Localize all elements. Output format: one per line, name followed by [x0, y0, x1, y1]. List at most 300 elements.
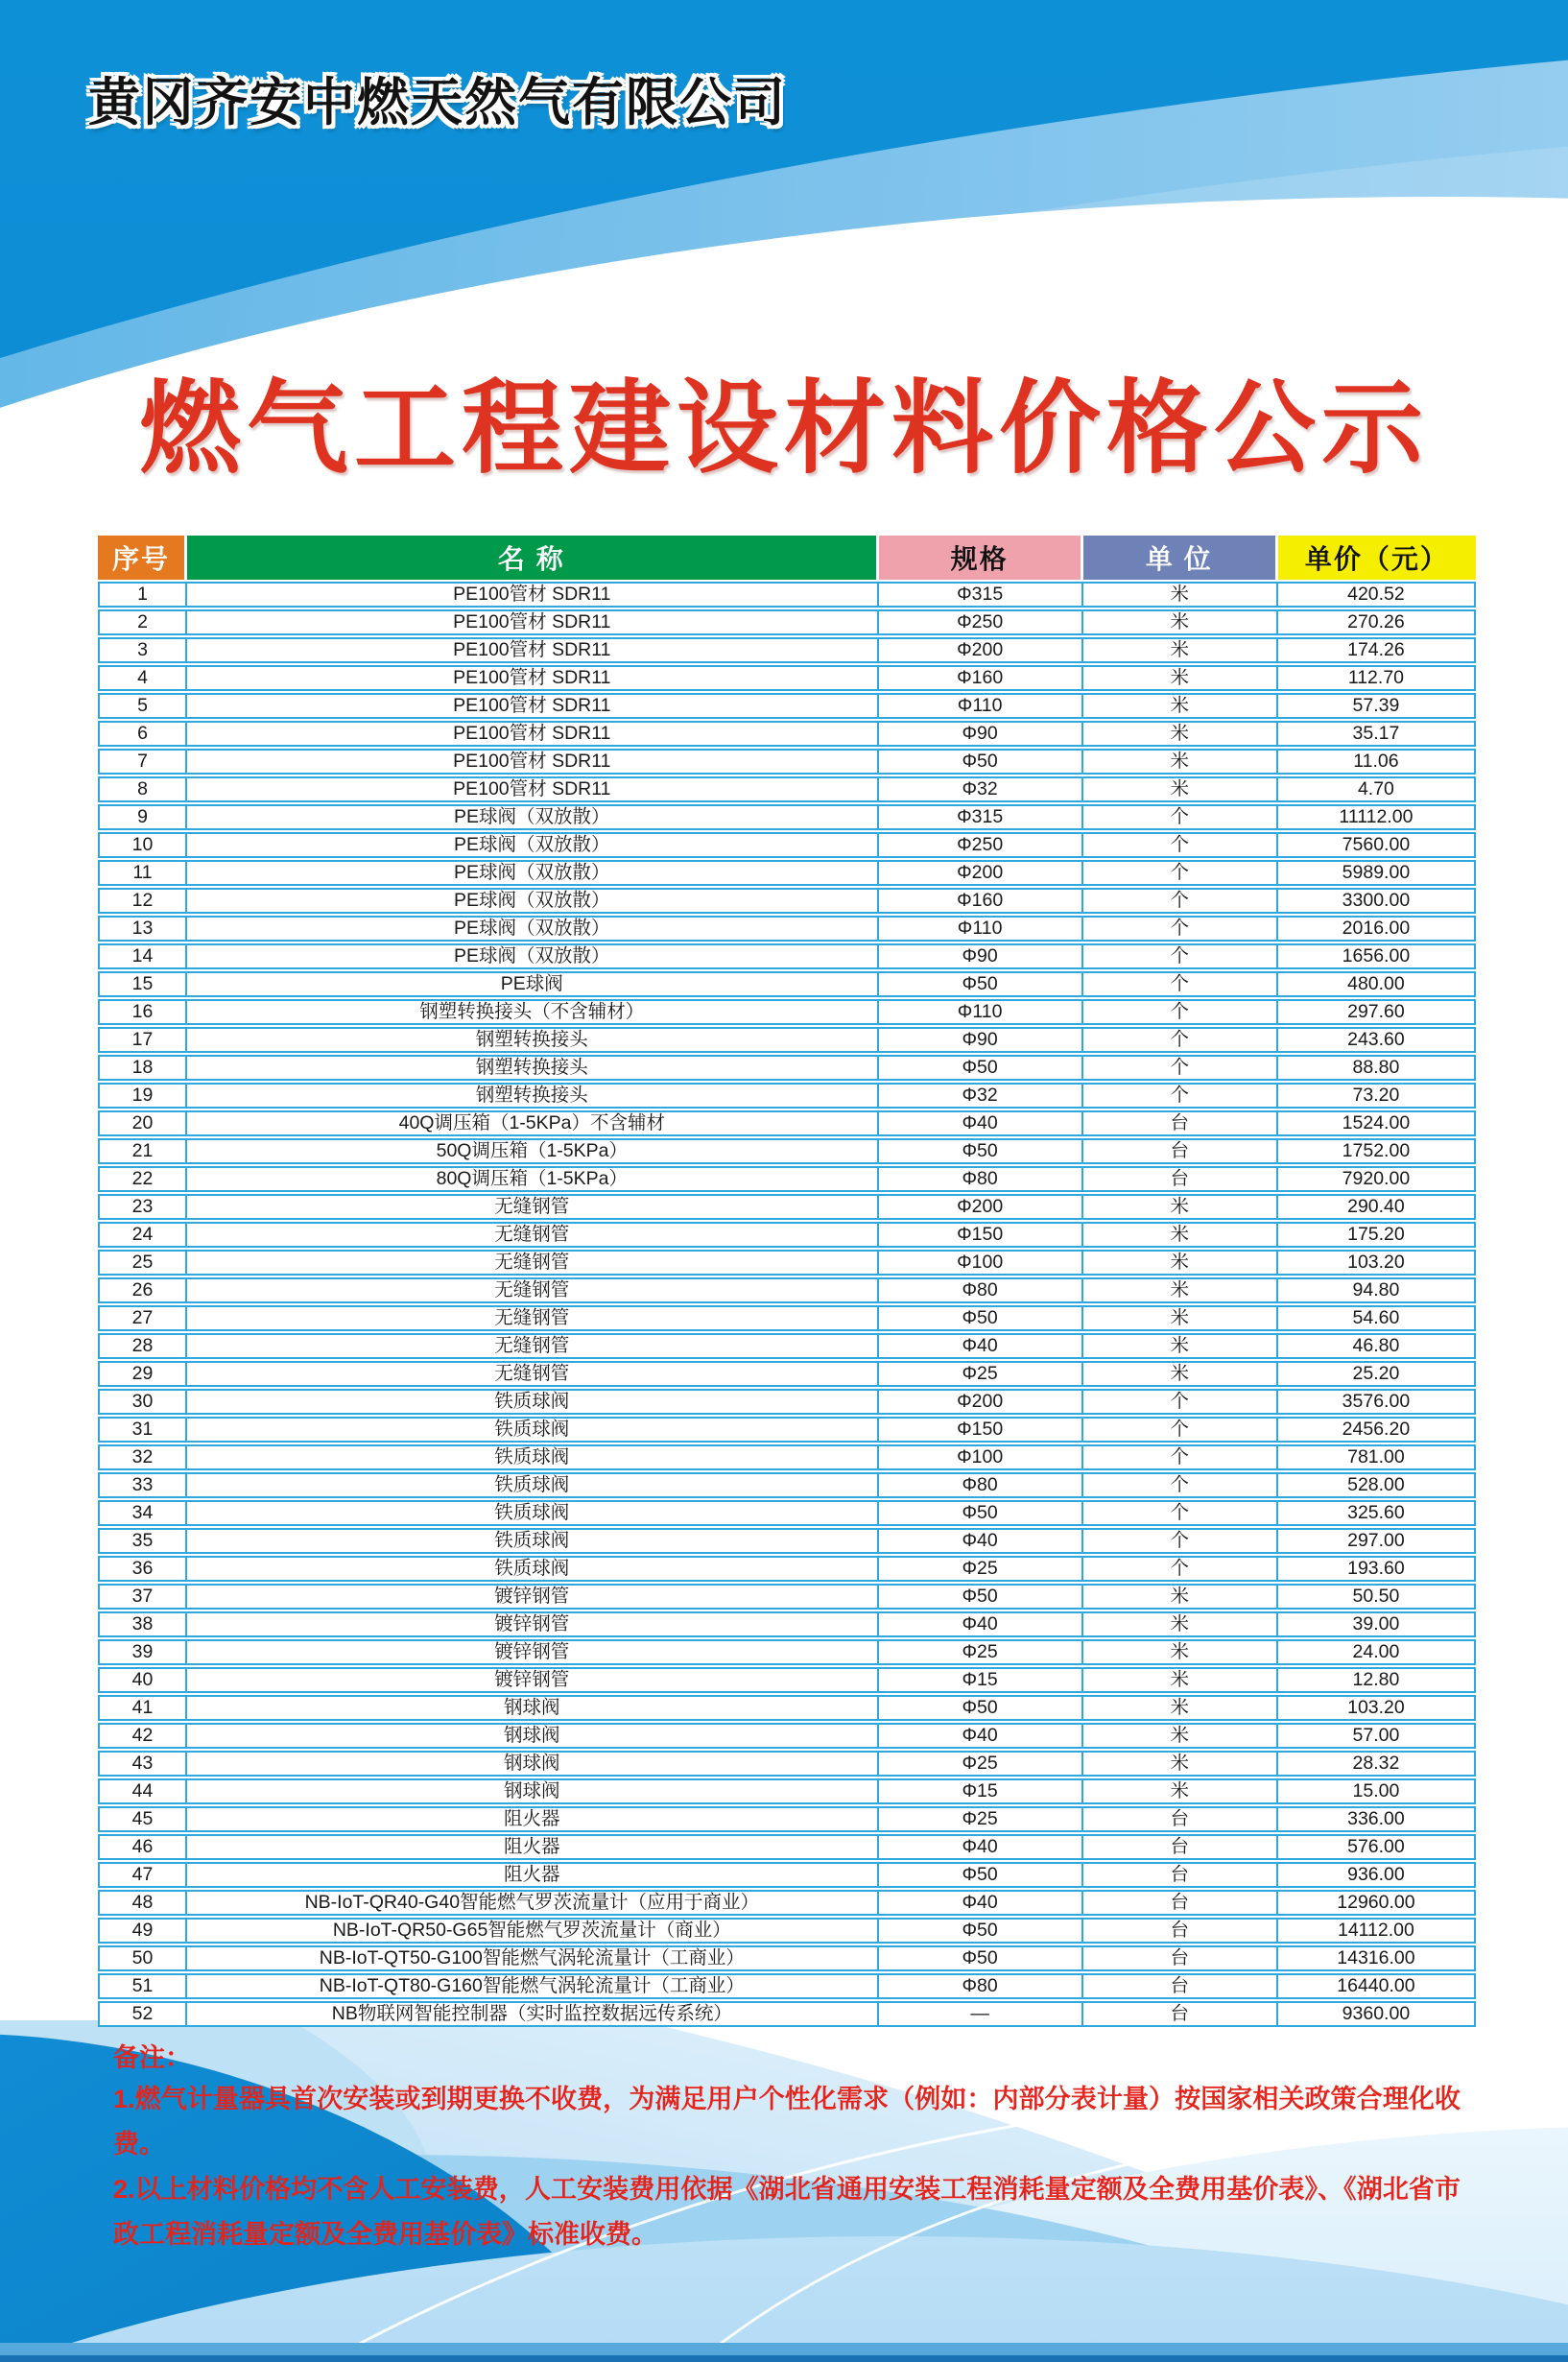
row-no: 24 [98, 1222, 187, 1248]
price-table-body [98, 582, 1476, 2027]
item-unit: 米 [1083, 776, 1278, 802]
item-spec: Φ40 [879, 1834, 1083, 1860]
item-name: 铁质球阀 [187, 1417, 879, 1443]
item-unit: 米 [1083, 1584, 1278, 1610]
item-spec: — [879, 2001, 1083, 2027]
note-line-1: 1.燃气计量器具首次安装或到期更换不收费，为满足用户个性化需求（例如：内部分表计量）按国家相关政策合理化收费。 [113, 2085, 1461, 2159]
item-unit: 米 [1083, 582, 1278, 608]
row-no: 52 [98, 2001, 187, 2027]
item-name: PE100管材 SDR11 [187, 609, 879, 635]
item-spec: Φ80 [879, 1472, 1083, 1498]
item-name: 镀锌钢管 [187, 1667, 879, 1693]
item-price: 243.60 [1278, 1027, 1476, 1053]
item-name: 钢球阀 [187, 1695, 879, 1721]
table-row [98, 1305, 1476, 1331]
table-row [98, 582, 1476, 608]
row-no: 2 [98, 609, 187, 635]
row-no: 9 [98, 804, 187, 830]
item-name: PE球阀（双放散） [187, 916, 879, 942]
item-spec: Φ80 [879, 1277, 1083, 1303]
item-name: 铁质球阀 [187, 1500, 879, 1526]
row-no: 27 [98, 1305, 187, 1331]
item-name: PE球阀（双放散） [187, 804, 879, 830]
item-unit: 台 [1083, 1945, 1278, 1971]
item-price: 1752.00 [1278, 1138, 1476, 1164]
item-price: 88.80 [1278, 1055, 1476, 1081]
item-price: 528.00 [1278, 1472, 1476, 1498]
item-price: 175.20 [1278, 1222, 1476, 1248]
item-spec: Φ40 [879, 1528, 1083, 1554]
item-price: 781.00 [1278, 1444, 1476, 1470]
item-name: 80Q调压箱（1-5KPa） [187, 1166, 879, 1192]
table-row [98, 1083, 1476, 1109]
item-price: 9360.00 [1278, 2001, 1476, 2027]
item-spec: Φ250 [879, 832, 1083, 858]
item-price: 11112.00 [1278, 804, 1476, 830]
item-spec: Φ25 [879, 1361, 1083, 1387]
item-name: NB-IoT-QT50-G100智能燃气涡轮流量计（工商业） [187, 1945, 879, 1971]
item-price: 12.80 [1278, 1667, 1476, 1693]
table-row [98, 1444, 1476, 1470]
item-unit: 台 [1083, 1110, 1278, 1136]
row-no: 6 [98, 721, 187, 747]
table-row [98, 943, 1476, 969]
table-row [98, 1778, 1476, 1804]
item-name: NB-IoT-QR50-G65智能燃气罗茨流量计（商业） [187, 1918, 879, 1944]
row-no: 47 [98, 1862, 187, 1888]
item-unit: 米 [1083, 1250, 1278, 1276]
item-price: 94.80 [1278, 1277, 1476, 1303]
item-spec: Φ100 [879, 1444, 1083, 1470]
item-name: 钢塑转换接头 [187, 1083, 879, 1109]
item-name: PE100管材 SDR11 [187, 582, 879, 608]
table-row [98, 1639, 1476, 1665]
item-name: 50Q调压箱（1-5KPa） [187, 1138, 879, 1164]
item-price: 57.39 [1278, 693, 1476, 719]
item-name: 铁质球阀 [187, 1472, 879, 1498]
item-unit: 个 [1083, 1027, 1278, 1053]
row-no: 3 [98, 637, 187, 663]
table-row [98, 2001, 1476, 2027]
item-price: 7920.00 [1278, 1166, 1476, 1192]
item-unit: 米 [1083, 749, 1278, 775]
note-line-2: 2.以上材料价格均不含人工安装费，人工安装费用依据《湖北省通用安装工程消耗量定额及全费用基价表》、《湖北省市政工程消耗量定额及全费用基价表》标准收费。 [113, 2175, 1461, 2249]
table-row [98, 860, 1476, 886]
item-price: 14316.00 [1278, 1945, 1476, 1971]
table-row [98, 1556, 1476, 1582]
item-name: 铁质球阀 [187, 1528, 879, 1554]
row-no: 14 [98, 943, 187, 969]
item-spec: Φ40 [879, 1723, 1083, 1749]
row-no: 43 [98, 1751, 187, 1777]
item-spec: Φ25 [879, 1751, 1083, 1777]
row-no: 15 [98, 971, 187, 997]
item-name: 镀锌钢管 [187, 1584, 879, 1610]
item-name: 无缝钢管 [187, 1361, 879, 1387]
bottom-strip-dark [0, 2355, 1568, 2362]
item-unit: 个 [1083, 1389, 1278, 1415]
item-unit: 个 [1083, 1083, 1278, 1109]
item-unit: 米 [1083, 1695, 1278, 1721]
row-no: 28 [98, 1333, 187, 1359]
row-no: 18 [98, 1055, 187, 1081]
item-name: 钢球阀 [187, 1778, 879, 1804]
table-row [98, 1834, 1476, 1860]
item-name: PE球阀（双放散） [187, 832, 879, 858]
item-name: PE球阀（双放散） [187, 860, 879, 886]
table-row [98, 888, 1476, 914]
header-cell-price: 单价（元） [1278, 536, 1476, 580]
item-price: 1656.00 [1278, 943, 1476, 969]
row-no: 34 [98, 1500, 187, 1526]
table-row [98, 1918, 1476, 1944]
table-row [98, 1890, 1476, 1916]
price-table [98, 534, 1476, 2029]
row-no: 44 [98, 1778, 187, 1804]
item-price: 2456.20 [1278, 1417, 1476, 1443]
item-unit: 米 [1083, 693, 1278, 719]
bottom-strip-mid [0, 2343, 1568, 2356]
item-unit: 台 [1083, 2001, 1278, 2027]
item-spec: Φ80 [879, 1166, 1083, 1192]
item-price: 193.60 [1278, 1556, 1476, 1582]
item-name: 无缝钢管 [187, 1277, 879, 1303]
item-price: 290.40 [1278, 1194, 1476, 1220]
item-name: 钢塑转换接头（不含辅材） [187, 999, 879, 1025]
table-row [98, 665, 1476, 691]
row-no: 45 [98, 1806, 187, 1832]
item-name: 钢球阀 [187, 1723, 879, 1749]
item-price: 325.60 [1278, 1500, 1476, 1526]
item-price: 576.00 [1278, 1834, 1476, 1860]
item-spec: Φ50 [879, 1055, 1083, 1081]
item-spec: Φ40 [879, 1611, 1083, 1637]
item-unit: 个 [1083, 1417, 1278, 1443]
table-row [98, 1751, 1476, 1777]
item-price: 50.50 [1278, 1584, 1476, 1610]
item-spec: Φ50 [879, 1305, 1083, 1331]
table-row [98, 609, 1476, 635]
item-unit: 个 [1083, 1556, 1278, 1582]
item-spec: Φ90 [879, 1027, 1083, 1053]
item-price: 57.00 [1278, 1723, 1476, 1749]
item-price: 297.60 [1278, 999, 1476, 1025]
row-no: 50 [98, 1945, 187, 1971]
row-no: 7 [98, 749, 187, 775]
item-unit: 个 [1083, 1528, 1278, 1554]
item-name: PE100管材 SDR11 [187, 721, 879, 747]
row-no: 1 [98, 582, 187, 608]
item-spec: Φ160 [879, 665, 1083, 691]
item-name: 阻火器 [187, 1834, 879, 1860]
item-unit: 米 [1083, 1611, 1278, 1637]
item-spec: Φ50 [879, 1918, 1083, 1944]
table-row [98, 1862, 1476, 1888]
item-name: NB-IoT-QR40-G40智能燃气罗茨流量计（应用于商业） [187, 1890, 879, 1916]
row-no: 5 [98, 693, 187, 719]
table-row [98, 693, 1476, 719]
item-price: 112.70 [1278, 665, 1476, 691]
item-unit: 个 [1083, 1472, 1278, 1498]
item-unit: 个 [1083, 943, 1278, 969]
row-no: 36 [98, 1556, 187, 1582]
item-price: 174.26 [1278, 637, 1476, 663]
item-spec: Φ50 [879, 1500, 1083, 1526]
row-no: 42 [98, 1723, 187, 1749]
item-name: 镀锌钢管 [187, 1611, 879, 1637]
item-spec: Φ40 [879, 1333, 1083, 1359]
row-no: 30 [98, 1389, 187, 1415]
item-price: 5989.00 [1278, 860, 1476, 886]
item-spec: Φ25 [879, 1806, 1083, 1832]
item-price: 297.00 [1278, 1528, 1476, 1554]
row-no: 41 [98, 1695, 187, 1721]
item-unit: 个 [1083, 971, 1278, 997]
item-spec: Φ50 [879, 971, 1083, 997]
item-unit: 个 [1083, 916, 1278, 942]
item-price: 2016.00 [1278, 916, 1476, 942]
row-no: 16 [98, 999, 187, 1025]
item-unit: 个 [1083, 999, 1278, 1025]
item-spec: Φ200 [879, 860, 1083, 886]
item-spec: Φ200 [879, 637, 1083, 663]
item-name: PE100管材 SDR11 [187, 637, 879, 663]
item-price: 4.70 [1278, 776, 1476, 802]
item-unit: 台 [1083, 1138, 1278, 1164]
table-row [98, 1723, 1476, 1749]
item-price: 39.00 [1278, 1611, 1476, 1637]
item-name: NB物联网智能控制器（实时监控数据远传系统） [187, 2001, 879, 2027]
item-name: 无缝钢管 [187, 1194, 879, 1220]
table-row [98, 1584, 1476, 1610]
item-name: 钢球阀 [187, 1751, 879, 1777]
item-price: 3300.00 [1278, 888, 1476, 914]
item-unit: 米 [1083, 609, 1278, 635]
item-unit: 台 [1083, 1862, 1278, 1888]
row-no: 25 [98, 1250, 187, 1276]
item-spec: Φ110 [879, 999, 1083, 1025]
item-name: 无缝钢管 [187, 1305, 879, 1331]
table-row [98, 637, 1476, 663]
item-spec: Φ160 [879, 888, 1083, 914]
table-row [98, 721, 1476, 747]
item-unit: 台 [1083, 1890, 1278, 1916]
item-spec: Φ50 [879, 1584, 1083, 1610]
row-no: 39 [98, 1639, 187, 1665]
item-price: 35.17 [1278, 721, 1476, 747]
item-spec: Φ50 [879, 1862, 1083, 1888]
item-unit: 米 [1083, 1305, 1278, 1331]
item-unit: 米 [1083, 1222, 1278, 1248]
item-unit: 个 [1083, 1500, 1278, 1526]
item-name: PE球阀（双放散） [187, 888, 879, 914]
item-spec: Φ110 [879, 693, 1083, 719]
row-no: 22 [98, 1166, 187, 1192]
table-row [98, 1528, 1476, 1554]
row-no: 8 [98, 776, 187, 802]
item-unit: 台 [1083, 1973, 1278, 1999]
table-row [98, 1222, 1476, 1248]
item-name: 无缝钢管 [187, 1333, 879, 1359]
item-spec: Φ32 [879, 776, 1083, 802]
table-row [98, 999, 1476, 1025]
row-no: 40 [98, 1667, 187, 1693]
item-price: 11.06 [1278, 749, 1476, 775]
row-no: 23 [98, 1194, 187, 1220]
item-spec: Φ50 [879, 1138, 1083, 1164]
item-name: NB-IoT-QT80-G160智能燃气涡轮流量计（工商业） [187, 1973, 879, 1999]
row-no: 4 [98, 665, 187, 691]
row-no: 20 [98, 1110, 187, 1136]
table-row [98, 1166, 1476, 1192]
table-row [98, 1250, 1476, 1276]
item-unit: 米 [1083, 1723, 1278, 1749]
item-name: PE球阀 [187, 971, 879, 997]
row-no: 21 [98, 1138, 187, 1164]
table-row [98, 1333, 1476, 1359]
row-no: 17 [98, 1027, 187, 1053]
item-name: PE球阀（双放散） [187, 943, 879, 969]
table-row [98, 832, 1476, 858]
item-unit: 米 [1083, 1667, 1278, 1693]
page-title: 燃气工程建设材料价格公示 [139, 372, 1429, 486]
header-cell-spec: 规格 [879, 536, 1083, 580]
item-price: 3576.00 [1278, 1389, 1476, 1415]
row-no: 46 [98, 1834, 187, 1860]
table-header [98, 536, 1476, 580]
table-row [98, 1194, 1476, 1220]
table-row [98, 1500, 1476, 1526]
item-name: 无缝钢管 [187, 1222, 879, 1248]
table-row [98, 1417, 1476, 1443]
item-unit: 个 [1083, 804, 1278, 830]
item-unit: 米 [1083, 1778, 1278, 1804]
item-price: 270.26 [1278, 609, 1476, 635]
item-price: 480.00 [1278, 971, 1476, 997]
item-spec: Φ150 [879, 1222, 1083, 1248]
item-name: PE100管材 SDR11 [187, 776, 879, 802]
table-row [98, 1277, 1476, 1303]
item-spec: Φ315 [879, 582, 1083, 608]
row-no: 51 [98, 1973, 187, 1999]
row-no: 31 [98, 1417, 187, 1443]
item-unit: 米 [1083, 1277, 1278, 1303]
item-unit: 米 [1083, 721, 1278, 747]
table-row [98, 1055, 1476, 1081]
row-no: 26 [98, 1277, 187, 1303]
item-name: 铁质球阀 [187, 1556, 879, 1582]
table-row [98, 1110, 1476, 1136]
item-spec: Φ15 [879, 1667, 1083, 1693]
item-spec: Φ100 [879, 1250, 1083, 1276]
item-spec: Φ25 [879, 1556, 1083, 1582]
table-row [98, 1695, 1476, 1721]
row-no: 49 [98, 1918, 187, 1944]
header-cell-name: 名 称 [187, 536, 879, 580]
table-row [98, 1472, 1476, 1498]
item-name: 阻火器 [187, 1862, 879, 1888]
item-price: 7560.00 [1278, 832, 1476, 858]
row-no: 10 [98, 832, 187, 858]
table-row [98, 776, 1476, 802]
table-row [98, 971, 1476, 997]
item-unit: 米 [1083, 1361, 1278, 1387]
row-no: 33 [98, 1472, 187, 1498]
item-name: 40Q调压箱（1-5KPa）不含辅材 [187, 1110, 879, 1136]
item-spec: Φ315 [879, 804, 1083, 830]
item-name: 铁质球阀 [187, 1444, 879, 1470]
item-name: 钢塑转换接头 [187, 1055, 879, 1081]
item-spec: Φ40 [879, 1110, 1083, 1136]
item-price: 936.00 [1278, 1862, 1476, 1888]
row-no: 12 [98, 888, 187, 914]
table-row [98, 1973, 1476, 1999]
item-price: 73.20 [1278, 1083, 1476, 1109]
item-spec: Φ90 [879, 943, 1083, 969]
item-name: PE100管材 SDR11 [187, 665, 879, 691]
item-price: 16440.00 [1278, 1973, 1476, 1999]
table-row [98, 1138, 1476, 1164]
item-price: 1524.00 [1278, 1110, 1476, 1136]
item-price: 28.32 [1278, 1751, 1476, 1777]
item-unit: 个 [1083, 1055, 1278, 1081]
notes-label: 备注： [113, 2043, 191, 2072]
item-unit: 个 [1083, 860, 1278, 886]
table-row [98, 1361, 1476, 1387]
item-unit: 米 [1083, 1333, 1278, 1359]
item-spec: Φ50 [879, 749, 1083, 775]
table-row [98, 1806, 1476, 1832]
item-unit: 个 [1083, 888, 1278, 914]
item-price: 103.20 [1278, 1695, 1476, 1721]
item-price: 12960.00 [1278, 1890, 1476, 1916]
row-no: 11 [98, 860, 187, 886]
item-price: 15.00 [1278, 1778, 1476, 1804]
item-name: 铁质球阀 [187, 1389, 879, 1415]
item-unit: 个 [1083, 832, 1278, 858]
header-cell-unit: 单 位 [1083, 536, 1278, 580]
item-price: 25.20 [1278, 1361, 1476, 1387]
item-spec: Φ50 [879, 1695, 1083, 1721]
item-unit: 台 [1083, 1834, 1278, 1860]
item-name: 镀锌钢管 [187, 1639, 879, 1665]
item-unit: 个 [1083, 1444, 1278, 1470]
item-name: PE100管材 SDR11 [187, 693, 879, 719]
table-row [98, 749, 1476, 775]
header-cell-no: 序号 [98, 536, 187, 580]
item-price: 420.52 [1278, 582, 1476, 608]
row-no: 32 [98, 1444, 187, 1470]
item-price: 336.00 [1278, 1806, 1476, 1832]
item-spec: Φ80 [879, 1973, 1083, 1999]
row-no: 13 [98, 916, 187, 942]
item-spec: Φ90 [879, 721, 1083, 747]
item-spec: Φ50 [879, 1945, 1083, 1971]
table-row [98, 804, 1476, 830]
item-spec: Φ200 [879, 1194, 1083, 1220]
item-spec: Φ150 [879, 1417, 1083, 1443]
row-no: 29 [98, 1361, 187, 1387]
item-unit: 台 [1083, 1918, 1278, 1944]
item-price: 103.20 [1278, 1250, 1476, 1276]
item-price: 54.60 [1278, 1305, 1476, 1331]
item-unit: 米 [1083, 1194, 1278, 1220]
item-unit: 米 [1083, 665, 1278, 691]
item-unit: 米 [1083, 1639, 1278, 1665]
item-spec: Φ110 [879, 916, 1083, 942]
item-spec: Φ32 [879, 1083, 1083, 1109]
item-name: 钢塑转换接头 [187, 1027, 879, 1053]
